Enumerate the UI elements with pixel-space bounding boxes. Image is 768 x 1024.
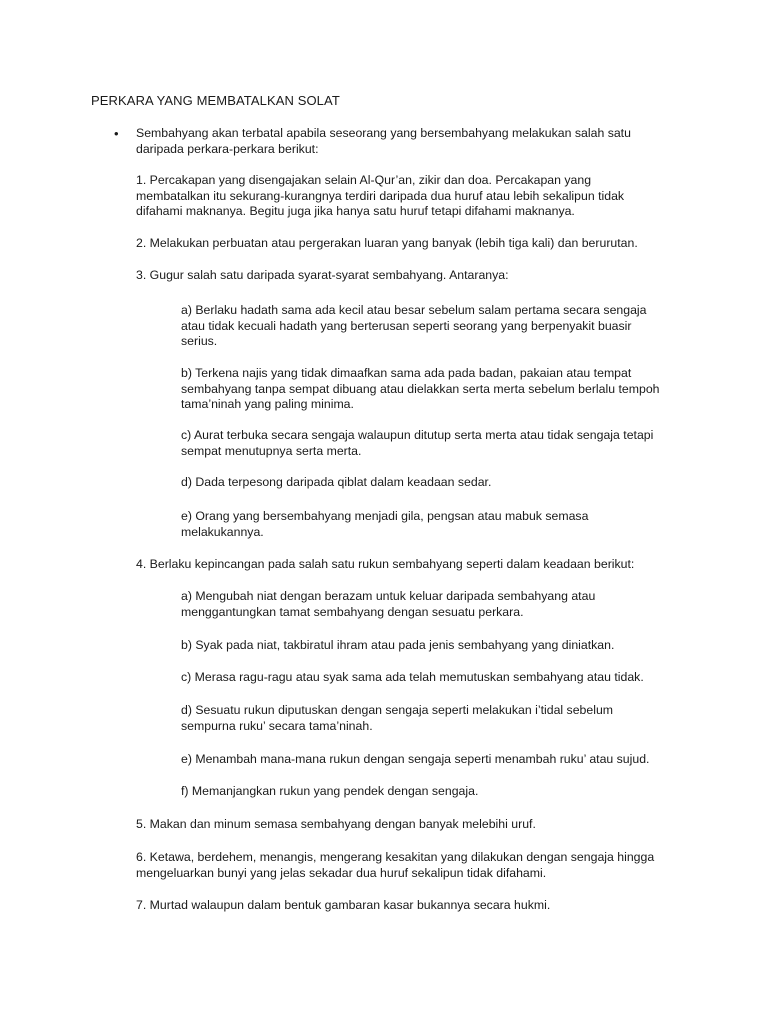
text-line: atau tidak kecuali hadath yang berterusan seperti seorang yang berpenyakit buasir: [181, 318, 632, 333]
text-line: e) Orang yang bersembahyang menjadi gila, pengsan atau mabuk semasa: [181, 509, 589, 523]
item-4e-paragraph: [181, 752, 649, 768]
item-5-paragraph: [136, 817, 536, 833]
text-line: 5. Makan dan minum semasa sembahyang dengan banyak melebihi uruf.: [136, 817, 536, 831]
text-line: c) Aurat terbuka secara sengaja walaupun ditutup serta merta atau tidak sengaja tetapi: [181, 428, 654, 442]
text-line: tama’ninah yang paling minima.: [181, 397, 354, 411]
document-title: PERKARA YANG MEMBATALKAN SOLAT: [91, 93, 340, 108]
text-line: 1. Percakapan yang disengajakan selain Al-Qur’an, zikir dan doa. Percakapan yang: [136, 173, 592, 187]
text-line: d) Dada terpesong daripada qiblat dalam keadaan sedar.: [181, 475, 492, 489]
text-line: b) Syak pada niat, takbiratul ihram atau pada jenis sembahyang yang diniatkan.: [181, 638, 615, 652]
item-7-paragraph: [136, 898, 550, 914]
item-6-paragraph: [136, 850, 654, 881]
item-4-paragraph: [136, 557, 634, 573]
item-4c-paragraph: [181, 670, 644, 686]
item-3e-paragraph: [181, 509, 588, 540]
text-line: b) Terkena najis yang tidak dimaafkan sama ada pada badan, pakaian atau tempat: [181, 366, 632, 380]
text-line: 7. Murtad walaupun dalam bentuk gambaran kasar bukannya secara hukmi.: [136, 898, 551, 912]
text-line: sembahyang tanpa sempat dibuang atau dielakkan serta merta sebelum berlalu tempoh: [181, 381, 660, 396]
text-line: e) Menambah mana-mana rukun dengan sengaja seperti menambah ruku’ atau sujud.: [181, 752, 650, 766]
text-line: membatalkan itu sekurang-kurangnya terdiri daripada dua huruf atau lebih sekalipun tidak: [136, 188, 625, 203]
item-4f-paragraph: [181, 784, 478, 800]
item-3b-paragraph: [181, 366, 660, 413]
text-line: f) Memanjangkan rukun yang pendek dengan sengaja.: [181, 784, 479, 798]
text-line: a) Mengubah niat dengan berazam untuk keluar daripada sembahyang atau: [181, 589, 596, 603]
item-3a-paragraph: [181, 303, 647, 350]
bullet-icon: •: [114, 126, 119, 141]
text-line: sempurna ruku’ secara tama’ninah.: [181, 718, 373, 733]
text-line: serius.: [181, 334, 218, 348]
item-3d-paragraph: [181, 475, 491, 491]
text-line: a) Berlaku hadath sama ada kecil atau besar sebelum salam pertama secara sengaja: [181, 303, 647, 317]
text-line: mengeluarkan bunyi yang jelas sekadar dua huruf sekalipun tidak difahami.: [136, 865, 547, 880]
text-line: 6. Ketawa, berdehem, menangis, mengerang kesakitan yang dilakukan dengan sengaja hingga: [136, 850, 655, 864]
item-4b-paragraph: [181, 638, 614, 654]
text-line: daripada perkara-perkara berikut:: [136, 141, 319, 156]
text-line: c) Merasa ragu-ragu atau syak sama ada telah memutuskan sembahyang atau tidak.: [181, 670, 644, 684]
text-line: Sembahyang akan terbatal apabila seseorang yang bersembahyang melakukan salah satu: [136, 126, 631, 140]
text-line: melakukannya.: [181, 524, 264, 539]
item-1-paragraph: [136, 173, 624, 220]
text-line: d) Sesuatu rukun diputuskan dengan sengaja seperti melakukan i’tidal sebelum: [181, 703, 614, 717]
item-3c-paragraph: [181, 428, 653, 459]
item-4a-paragraph: [181, 589, 595, 620]
text-line: 4. Berlaku kepincangan pada salah satu rukun sembahyang seperti dalam keadaan berikut:: [136, 557, 635, 571]
text-line: 3. Gugur salah satu daripada syarat-syarat sembahyang. Antaranya:: [136, 268, 509, 282]
item-3-paragraph: [136, 268, 509, 284]
item-2-paragraph: [136, 236, 638, 252]
text-line: 2. Melakukan perbuatan atau pergerakan luaran yang banyak (lebih tiga kali) dan berurutan.: [136, 236, 638, 250]
item-4d-paragraph: [181, 703, 613, 734]
text-line: sempat menutupnya serta merta.: [181, 443, 362, 458]
text-line: difahami maknanya. Begitu juga jika hanya satu huruf tetapi difahami maknanya.: [136, 204, 575, 218]
intro-paragraph: [136, 126, 631, 157]
text-line: menggantungkan tamat sembahyang dengan sesuatu perkara.: [181, 604, 524, 619]
